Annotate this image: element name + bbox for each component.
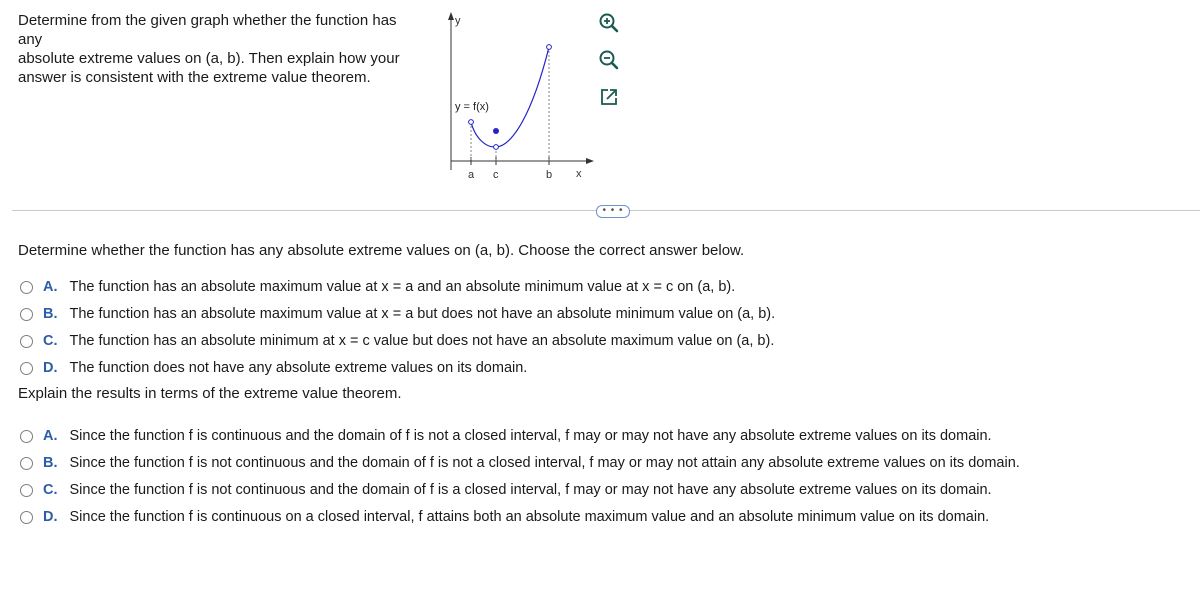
part2-prompt: Explain the results in terms of the extreme value theorem.	[18, 385, 402, 402]
radio-button[interactable]	[20, 484, 33, 497]
part1-prompt: Determine whether the function has any absolute extreme values on (a, b). Choose the correct answer below.	[18, 242, 745, 259]
option-text: Since the function f is continuous and the domain of f is not a closed interval, f may or may not have any absolute extreme values on its domain.	[69, 428, 992, 444]
part2-option-d[interactable]	[20, 509, 989, 525]
option-text: The function has an absolute minimum at x = c value but does not have an absolute maximum value on (a, b).	[69, 333, 775, 349]
radio-button[interactable]	[20, 335, 33, 348]
tick-label-c: c	[493, 169, 499, 181]
zoom-in-icon	[598, 12, 620, 34]
option-text: The function has an absolute maximum value at x = a but does not have an absolute minimum value on (a, b).	[69, 306, 776, 322]
radio-button[interactable]	[20, 281, 33, 294]
part1-option-d[interactable]	[20, 360, 527, 376]
zoom-out-button[interactable]	[596, 47, 622, 73]
radio-button[interactable]	[20, 362, 33, 375]
function-label: y = f(x)	[455, 101, 489, 113]
option-text: Since the function f is continuous on a closed interval, f attains both an absolute maximum value and an absolute minimum value on its domain.	[69, 509, 990, 525]
part1-option-a[interactable]	[20, 279, 735, 295]
option-letter: B.	[43, 455, 58, 471]
question-line-3: answer is consistent with the extreme value theorem.	[18, 69, 371, 86]
open-endpoint-b	[547, 45, 552, 50]
option-text: The function has an absolute maximum value at x = a and an absolute minimum value at x = c on (a, b).	[69, 279, 736, 295]
option-text: Since the function f is not continuous and the domain of f is a closed interval, f may or may not have any absolute extreme values on its domain.	[69, 482, 992, 498]
part2-option-a[interactable]	[20, 428, 992, 444]
function-curve	[471, 47, 549, 147]
radio-button[interactable]	[20, 511, 33, 524]
y-axis-label: y	[455, 15, 461, 27]
radio-button[interactable]	[20, 308, 33, 321]
tick-label-b: b	[546, 169, 553, 181]
graph-toolbar	[596, 10, 626, 121]
part1-option-c[interactable]	[20, 333, 774, 349]
part1-option-b[interactable]	[20, 306, 775, 322]
option-letter: B.	[43, 306, 58, 322]
x-axis-arrow	[586, 158, 594, 164]
part2-option-b[interactable]	[20, 455, 1020, 471]
open-endpoint-a	[469, 120, 474, 125]
option-text: Since the function f is not continuous and the domain of f is not a closed interval, f may or may not attain any absolute extreme values on its domain.	[69, 455, 1020, 471]
popout-button[interactable]	[596, 84, 622, 110]
x-axis-label: x	[576, 168, 582, 180]
open-point-c	[494, 145, 499, 150]
option-letter: A.	[43, 428, 58, 444]
y-axis-arrow	[448, 12, 454, 20]
question-line-2: absolute extreme values on (a, b). Then explain how your	[18, 50, 400, 67]
zoom-out-icon	[598, 49, 620, 71]
option-letter: D.	[43, 509, 58, 525]
radio-button[interactable]	[20, 457, 33, 470]
option-letter: A.	[43, 279, 58, 295]
option-text: The function does not have any absolute extreme values on its domain.	[69, 360, 528, 376]
expand-more-button[interactable]: • • •	[596, 205, 630, 218]
option-letter: D.	[43, 360, 58, 376]
filled-point-c	[493, 128, 499, 134]
external-link-icon	[598, 86, 620, 108]
radio-button[interactable]	[20, 430, 33, 443]
option-letter: C.	[43, 333, 58, 349]
zoom-in-button[interactable]	[596, 10, 622, 36]
function-graph	[440, 10, 600, 185]
option-letter: C.	[43, 482, 58, 498]
tick-label-a: a	[468, 169, 475, 181]
question-text	[18, 11, 418, 87]
question-line-1: Determine from the given graph whether the function has any	[18, 12, 397, 48]
part2-option-c[interactable]	[20, 482, 992, 498]
